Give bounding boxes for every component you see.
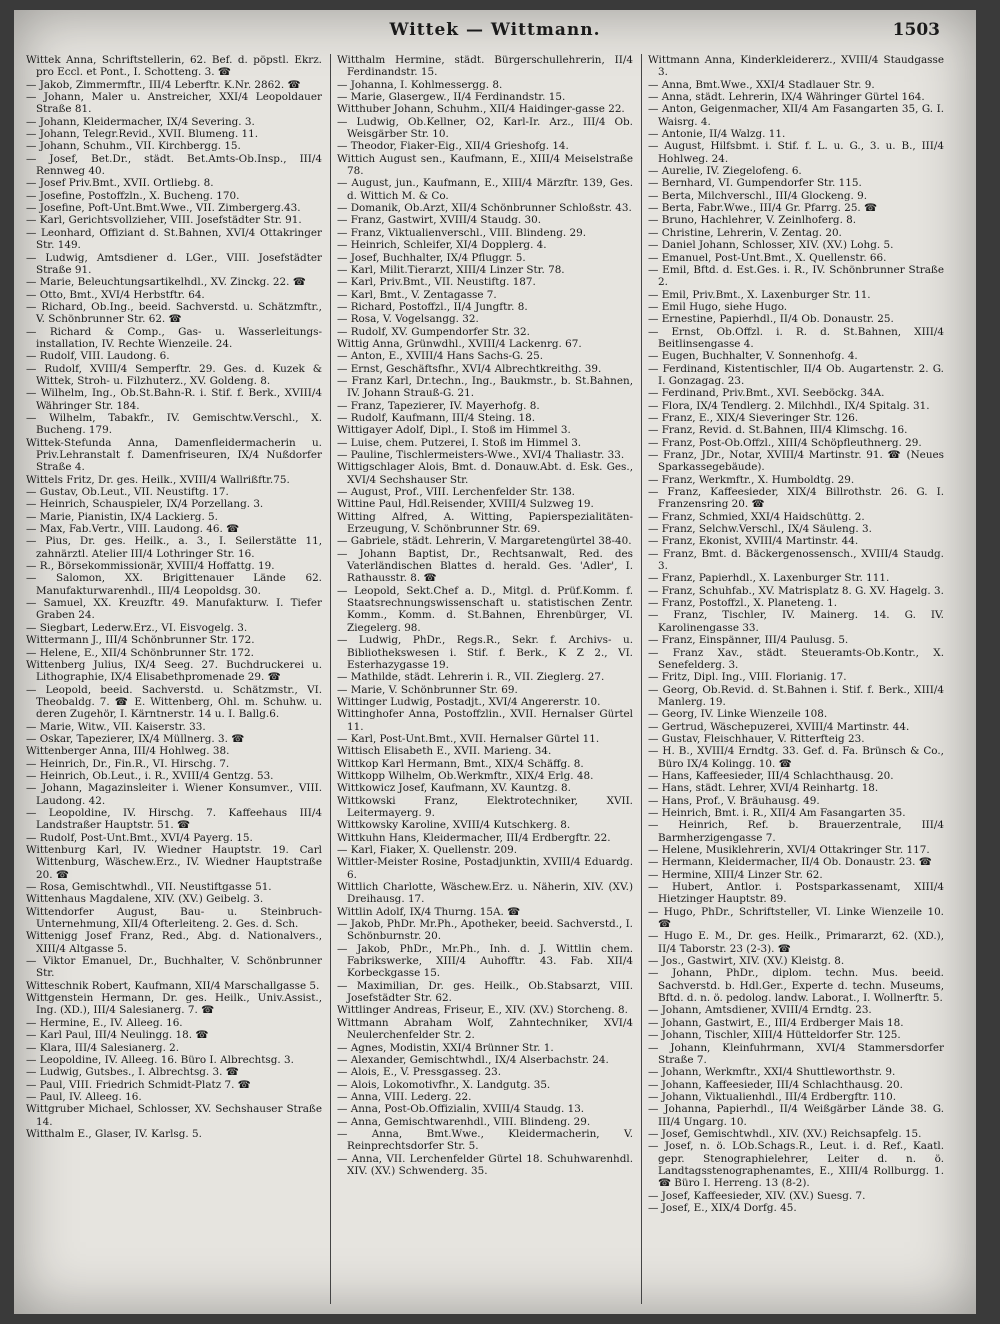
directory-entry: — H. B., XVIII/4 Erndtg. 33. Gef. d. Fa. Brünsch & Co., Büro IX/4 Kolingg. 10. ☎ [648,745,944,770]
directory-entry: — Pius, Dr. ges. Heilk., a. 3., I. Seilerstätte 11, zahnärztl. Atelier III/4 Lothringer Str. 16. [26,535,322,560]
directory-entry: — Franz, Papierhdl., X. Laxenburger Str. 111. [648,572,890,585]
directory-entry: — Johann Baptist, Dr., Rechtsanwalt, Red. des Vaterländischen Blattes d. herald. Ges. 'Adler', I. Rathausstr. 8. ☎ [337,547,633,585]
directory-entry: — Anna, Bmt.Wwe., Kleidermacherin, V. Reinprechtsdorfer Str. 5. [337,1127,633,1153]
directory-entry: — Theodor, Fiaker-Eig., XII/4 Grieshofg. 14. [337,140,569,153]
directory-entry: — Johann, Kleidermacher, IX/4 Severing. 3. [26,115,255,128]
directory-entry: Wittendorfer August, Bau- u. Steinbruch-Unternehmung, XII/4 Ofterleiteng. 2. Ges. d. Sch. [26,905,322,931]
directory-entry: Wittenigg Josef Franz, Red., Abg. d. Nationalvers., XIII/4 Altgasse 5. [26,930,322,955]
directory-entry: — Marie, Witw., VII. Kaiserstr. 33. [26,720,206,733]
directory-entry: — Karl, Post-Unt.Bmt., XVII. Hernalser Gürtel 11. [337,732,600,745]
directory-entry: — Franz, Einspänner, III/4 Paulusg. 5. [648,634,849,647]
columns [26,54,944,1304]
directory-entry: — Heinrich, Dr., Fin.R., VI. Hirschg. 7. [26,757,230,770]
directory-entry: — Anton, E., XVIII/4 Hans Sachs-G. 25. [337,350,544,363]
directory-entry: — Franz, Viktualienverschl., VIII. Blindeng. 29. [337,226,587,239]
directory-entry: — Johann, Viktualienhdl., III/4 Erdbergftr. 110. [648,1090,896,1103]
directory-entry: — Hans, Kaffeesieder, III/4 Schlachthausg. 20. [648,769,894,782]
directory-entry: — Hermine, E., IV. Alleeg. 16. [26,1016,183,1029]
directory-entry: — Karl, Gerichtsvollzieher, VIII. Josefstädter Str. 91. [26,214,302,227]
directory-entry: — Johanna, Papierhdl., II/4 Weißgärber Lände 38. G. III/4 Ungarg. 10. [648,1103,944,1128]
directory-entry: — Hans, städt. Lehrer, XVI/4 Reinhartg. 18. [648,782,879,795]
directory-entry: — Fritz, Dipl. Ing., VIII. Florianig. 17. [648,671,847,684]
directory-entry: — Emil Hugo, siehe Hugo. [648,300,788,313]
directory-entry: — Franz, Selchw.Verschl., IX/4 Säuleng. 3. [648,523,872,536]
directory-entry: — Hugo, PhDr., Schriftsteller, VI. Linke Wienzeile 10. ☎ [648,905,944,931]
directory-entry: Wittig Anna, Grünwdhl., XVIII/4 Lackenrg. 67. [337,337,582,350]
directory-entry: — Franz, Kaffeesieder, XIX/4 Billrothstr. 26. G. I. Franzensring 20. ☎ [648,486,944,511]
directory-entry: — Gustav, Fleischhauer, V. Ritterfteig 23. [648,732,865,745]
directory-entry: — Johann, Maler u. Anstreicher, XXI/4 Leopoldauer Straße 81. [26,91,322,116]
directory-entry: — Josef, E., XIX/4 Dorfg. 45. [648,1201,797,1214]
directory-entry: Wittenberger Anna, III/4 Hohlweg. 38. [26,745,230,758]
directory-entry: — Luise, chem. Putzerei, I. Stoß im Himmel 3. [337,436,582,449]
directory-entry: — Leopoldine, IV. Hirschg. 7. Kaffeehaus III/4 Landstraßer Hauptstr. 51. ☎ [26,806,322,832]
directory-entry: — Franz, Schmied, XXI/4 Haidschüttg. 2. [648,510,865,523]
directory-entry: — Marie, Glasergew., II/4 Ferdinandstr. 15. [337,91,566,104]
directory-entry: — Rudolf, Kaufmann, III/4 Steing. 18. [337,411,536,424]
directory-entry: — Franz, E., XIX/4 Sieveringer Str. 126. [648,411,859,424]
directory-entry: — Mathilde, städt. Lehrerin i. R., VII. Zieglerg. 27. [337,671,605,684]
directory-entry: — Hermine, XIII/4 Linzer Str. 62. [648,868,823,881]
column-3 [648,54,944,1304]
directory-entry: Wittkowski Franz, Elektrotechniker, XVII. Leitermayerg. 9. [337,794,633,819]
directory-entry: — Ernestine, Papierhdl., II/4 Ob. Donaustr. 25. [648,313,894,326]
directory-entry: — Gabriele, städt. Lehrerin, V. Margaretengürtel 38-40. [337,535,632,548]
directory-entry: — Josef, n. ö. LOb.Schags.R., Leut. i. d. Ref., Kaatl. gepr. Stenographielehrer, Leiter d. n. ö. Landtagsstenographenamtes, E., XIII/4 Rollburgg. 1. ☎ Büro I. Herreng. 13 (8-2). [648,1140,944,1190]
directory-entry: — Karl, Bmt., V. Zentagasse 7. [337,288,497,301]
directory-entry: — Ferdinand, Priv.Bmt., XVI. Seeböckg. 34A. [648,387,885,400]
directory-entry: — Ludwig, Amtsdiener d. LGer., VIII. Josefstädter Straße 91. [26,251,322,276]
directory-entry: — Emil, Priv.Bmt., X. Laxenburger Str. 11. [648,288,871,301]
directory-entry: Wittich August sen., Kaufmann, E., XIII/4 Meiselstraße 78. [337,152,633,178]
directory-entry: — Johann, Telegr.Revid., XVII. Blumeng. 11. [26,128,259,141]
directory-entry: — Emil, Bftd. d. Est.Ges. i. R., IV. Schönbrunner Straße 2. [648,263,944,289]
directory-entry: — August, Prof., VIII. Lerchenfelder Str. 138. [337,486,575,499]
directory-entry: — Maximilian, Dr. ges. Heilk., Ob.Stabsarzt, VIII. Josefstädter Str. 62. [337,979,633,1005]
directory-entry: — Emanuel, Post-Unt.Bmt., X. Quellenstr. 66. [648,251,887,264]
directory-entry: — Helene, Musiklehrerin, XVI/4 Ottakringer Str. 117. [648,844,930,856]
directory-entry: — Franz Xav., städt. Steueramts-Ob.Kontr., X. Senefelderg. 3. [648,646,944,671]
directory-entry: — Franz Karl, Dr.techn., Ing., Baukmstr., b. St.Bahnen, IV. Johann Strauß-G. 21. [337,374,633,400]
directory-entry: Wittkowicz Josef, Kaufmann, XV. Kauntzg. 8. [337,782,571,795]
directory-entry: — Pauline, Tischlermeisters-Wwe., XVI/4 Thaliastr. 33. [337,449,625,461]
directory-entry: — Josef, Buchhalter, IX/4 Pfluggr. 5. [337,251,526,264]
directory-entry: — Leonhard, Offiziant d. St.Bahnen, XVI/4 Ottakringer Str. 149. [26,226,322,252]
directory-entry: — Christine, Lehrerin, V. Zentag. 20. [648,226,842,239]
directory-entry: — Domanik, Ob.Arzt, XII/4 Schönbrunner Schloßstr. 43. [337,202,632,215]
directory-entry: — Rosa, V. Vogelsangg. 32. [337,313,479,326]
directory-entry: — Franz, JDr., Notar, XVIII/4 Martinstr. 91. ☎ (Neues Sparkassegebäude). [648,449,944,474]
directory-entry: — Ludwig, PhDr., Regs.R., Sekr. f. Archivs- u. Bibliothekswesen i. Stif. f. Berk., K Z 2., VI. Esterhazygasse 19. [337,634,633,671]
directory-entry: — Josef, Gemischtwhdl., XIV. (XV.) Reichsapfelg. 15. [648,1127,922,1140]
directory-entry: — Karl, Milit.Tierarzt, XIII/4 Linzer Str. 78. [337,263,565,276]
directory-entry: Wittkop Karl Hermann, Bmt., XIX/4 Schäffg. 8. [337,757,584,770]
directory-entry: Wittigayer Adolf, Dipl., I. Stoß im Himmel 3. [337,424,571,437]
directory-entry: — Rudolf, XVIII/4 Semperftr. 29. Ges. d. Kuzek & Wittek, Stroh- u. Filzhuterz., XV. Goldeng. 8. [26,362,322,387]
directory-entry: — Anton, Geigenmacher, XII/4 Am Fasangarten 35, G. I. Waisrg. 4. [648,103,944,128]
directory-entry: — Aurelie, IV. Ziegelofeng. 6. [648,165,802,178]
directory-entry: Witthalm Hermine, städt. Bürgerschullehrerin, II/4 Ferdinandstr. 15. [337,54,633,79]
directory-entry: — Josefine, Postoffzln., X. Bucheng. 170. [26,189,240,202]
directory-entry: — Anna, Gemischtwarenhdl., VIII. Blindeng. 29. [337,1115,591,1128]
directory-entry: — Max, Fab.Vertr., VIII. Laudong. 46. ☎ [26,523,240,536]
directory-entry: — Franz, Revid. d. St.Bahnen, III/4 Klimschg. 16. [648,424,908,437]
directory-entry: Wittek Anna, Schriftstellerin, 62. Bef. d. pöpstl. Ekrz. pro Eccl. et Pont., I. Schotteng. 3. ☎ [26,54,322,79]
directory-entry: Witthalm E., Glaser, IV. Karlsg. 5. [26,1127,202,1140]
directory-entry: — Berta, Milchverschl., III/4 Glockeng. 9. [648,189,868,202]
directory-entry: — Heinrich, Schauspieler, IX/4 Porzellang. 3. [26,498,264,511]
directory-entry: — Alexander, Gemischtwhdl., IX/4 Alserbachstr. 24. [337,1053,609,1066]
directory-entry: Wittkopp Wilhelm, Ob.Werkmftr., XIX/4 Erlg. 48. [337,769,594,782]
directory-entry: — Rosa, Gemischtwhdl., VII. Neustiftgasse 51. [26,881,272,894]
directory-entry: — Hubert, Antlor. i. Postsparkassenamt, XIII/4 Hietzinger Hauptstr. 89. [648,881,944,906]
directory-entry: — Richard, Postoffzl., II/4 Jungftr. 8. [337,300,528,313]
directory-entry: Wittenhaus Magdalene, XIV. (XV.) Geibelg. 3. [26,893,264,906]
directory-entry: — Johann, Schuhm., VII. Kirchbergg. 15. [26,140,241,153]
directory-entry: — Leopold, beeid. Sachverstd. u. Schätzmstr., VI. Theobaldg. 7. ☎ E. Wittenberg, Ohl. m. Schuhw. u. deren Zugehör, I. Kärntnerstr. 14 u. I. Ballg.6. [26,683,322,721]
directory-entry: — Josefine, Poft-Unt.Bmt.Wwe., VII. Zimbergerg.43. [26,202,301,215]
directory-entry: — Franz, Postoffzl., X. Planeteng. 1. [648,597,838,610]
directory-entry: Wittenberg Julius, IX/4 Seeg. 27. Buchdruckerei u. Lithographie, IX/4 Elisabethpromenade 29. ☎ [26,658,322,684]
directory-entry: — Johanna, I. Kohlmessergg. 8. [337,78,503,91]
directory-entry: — Johann, Gastwirt, E., III/4 Erdberger Mais 18. [648,1016,904,1029]
directory-entry: Wittler-Meister Rosine, Postadjunktin, XVIII/4 Eduardg. 6. [337,856,633,881]
column-1 [26,54,322,1304]
directory-entry: — Salomon, XX. Brigittenauer Lände 62. Manufakturwarenhdl., III/4 Leopoldsg. 30. [26,572,322,597]
directory-entry: — Agnes, Modistin, XXI/4 Brünner Str. 1. [337,1041,554,1054]
directory-entry: — Georg, Ob.Revid. d. St.Bahnen i. Stif. f. Berk., XIII/4 Manlerg. 19. [648,683,944,708]
directory-entry: — Gustav, Ob.Leut., VII. Neustiftg. 17. [26,486,229,499]
directory-entry: — Rudolf, VIII. Laudong. 6. [26,350,170,363]
directory-entry: Wittine Paul, Hdl.Reisender, XVIII/4 Sulzweg 19. [337,498,594,511]
directory-entry: — Jakob, PhDr. Mr.Ph., Apotheker, beeid. Sachverstd., I. Schönburnstr. 20. [337,918,633,943]
directory-entry: — Daniel Johann, Schlosser, XIV. (XV.) Lohg. 5. [648,239,894,252]
directory-entry: Wittkowsky Karoline, XVIII/4 Kutschkerg. 8. [337,819,571,832]
directory-entry: Wittek-Stefunda Anna, Damenfleidermacherin u. Priv.Lehranstalt f. Damenfriseuren, IX/4 Nußdorfer Straße 4. [26,436,322,474]
directory-entry: Wittinger Ludwig, Postadjt., XVI/4 Angererstr. 10. [337,695,601,708]
directory-page [14,10,976,1314]
directory-entry: — Johann, PhDr., diplom. techn. Mus. beeid. Sachverstd. b. Hdl.Ger., Experte d. techn. Museums, Bftd. d. n. ö. pedolog. landw. Laborat., I. Wollnerftr. 5. [648,967,944,1005]
directory-entry: — Franz, Tapezierer, IV. Mayerhofg. 8. [337,399,540,412]
directory-entry: — Karl, Fiaker, X. Quellenstr. 209. [337,844,518,856]
directory-entry: Witting Alfred, A. Witting, Papierspezialitäten-Erzeugung, V. Schönbrunner Str. 69. [337,510,633,536]
directory-entry: Wittinghofer Anna, Postoffzlin., XVII. Hernalser Gürtel 11. [337,708,633,733]
directory-entry: — Heinrich, Ob.Leut., i. R., XVIII/4 Gentzg. 53. [26,769,274,782]
directory-entry: — Flora, IX/4 Tendlerg. 2. Milchhdl., IX/4 Spitalg. 31. [648,399,930,412]
directory-entry: — Rudolf, Post-Unt.Bmt., XVI/4 Payerg. 15. [26,831,253,844]
directory-entry: — Bruno, Hachlehrer, V. Zeinlhoferg. 8. [648,214,857,227]
directory-entry: — Franz, Ekonist, XVIII/4 Martinstr. 44. [648,535,859,548]
directory-entry: — Alois, Lokomotivfhr., X. Landgutg. 35. [337,1078,551,1091]
directory-entry: — Ludwig, Gutsbes., I. Albrechtsg. 3. ☎ [26,1066,239,1079]
directory-entry: — Anna, Bmt.Wwe., XXI/4 Stadlauer Str. 9. [648,78,875,91]
directory-entry: — Hans, Prof., V. Bräuhausg. 49. [648,794,820,807]
directory-entry: — Jos., Gastwirt, XIV. (XV.) Kleistg. 8. [648,955,845,968]
directory-entry: — Johann, Werkmftr., XXI/4 Shuttleworthstr. 9. [648,1066,896,1079]
directory-entry: — Otto, Bmt., XVI/4 Herbstftr. 64. [26,288,205,301]
directory-entry: — Johann, Kleinfuhrmann, XVI/4 Stammersdorfer Straße 7. [648,1041,944,1066]
directory-entry: — Johann, Kaffeesieder, III/4 Schlachthausg. 20. [648,1078,903,1091]
directory-entry: Wittels Fritz, Dr. ges. Heilk., XVIII/4 Wallrißftr.75. [26,473,290,486]
directory-entry: Wittlich Charlotte, Wäschew.Erz. u. Näherin, XIV. (XV.) Dreihausg. 17. [337,881,633,906]
directory-entry: — Ernst, Ob.Offzl. i. R. d. St.Bahnen, XIII/4 Beitlinsengasse 4. [648,325,944,350]
directory-entry: — Samuel, XX. Kreuzftr. 49. Manufakturw. I. Tiefer Graben 24. [26,597,322,622]
directory-entry: — Franz, Bmt. d. Bäckergenossensch., XVIII/4 Staudg. 3. [648,547,944,573]
directory-entry: — Eugen, Buchhalter, V. Sonnenhofg. 4. [648,350,858,363]
column-divider [641,54,642,1304]
column-divider [330,54,331,1304]
directory-entry: — Heinrich, Bmt. i. R., XII/4 Am Fasangarten 35. [648,806,906,819]
directory-entry: — Ludwig, Ob.Kellner, O2, Karl-Ir. Arz., III/4 Ob. Weisgärber Str. 10. [337,115,633,141]
directory-entry: — Klara, III/4 Salesianerg. 2. [26,1041,180,1054]
directory-entry: — Paul, IV. Alleeg. 16. [26,1090,142,1103]
directory-entry: — Leopoldine, IV. Alleeg. 16. Büro I. Albrechtsg. 3. [26,1053,294,1066]
directory-entry: — Wilhelm, Ing., Ob.St.Bahn-R. i. Stif. f. Berk., XVIII/4 Währinger Str. 184. [26,387,322,412]
directory-entry: — Franz, Tischler, IV. Mainerg. 14. G. IV. Karolinengasse 33. [648,609,944,634]
directory-entry: — Marie, Beleuchtungsartikelhdl., XV. Zinckg. 22. ☎ [26,276,306,289]
directory-entry: — Anna, VIII. Lederg. 22. [337,1090,472,1103]
directory-entry: — Anna, städt. Lehrerin, IX/4 Währinger Gürtel 164. [648,91,925,104]
directory-entry: Witteschnik Robert, Kaufmann, XII/4 Marschallgasse 5. [26,979,320,992]
directory-entry: — Oskar, Tapezierer, IX/4 Müllnerg. 3. ☎ [26,732,245,745]
directory-entry: — Paul, VIII. Friedrich Schmidt-Platz 7. ☎ [26,1078,251,1091]
directory-entry: Wittmann Abraham Wolf, Zahntechniker, XVI/4 Neulerchenfelder Str. 2. [337,1016,633,1042]
directory-entry: — Josef, Bet.Dr., städt. Bet.Amts-Ob.Insp., III/4 Rennweg 40. [26,152,322,178]
directory-entry: — Wilhelm, Tabakfr., IV. Gemischtw.Verschl., X. Bucheng. 179. [26,411,322,437]
directory-entry: Wittermann J., III/4 Schönbrunner Str. 172. [26,634,255,647]
directory-entry: — Hermann, Kleidermacher, II/4 Ob. Donaustr. 23. ☎ [648,856,932,869]
column-2 [337,54,633,1304]
directory-entry: — Hugo E. M., Dr. ges. Heilk., Primararzt, 62. (XD.), II/4 Taborstr. 23 (2-3). ☎ [648,930,944,955]
directory-entry: — Gertrud, Wäschepuzerei, XVIII/4 Martinstr. 44. [648,720,910,733]
directory-entry: — Josef, Kaffeesieder, XIV. (XV.) Suesg. 7. [648,1189,866,1202]
directory-entry: — Jakob, PhDr., Mr.Ph., Inh. d. J. Wittlin chem. Fabrikswerke, XIII/4 Auhofftr. 43. Fab. XII/4 Korbeckgasse 15. [337,942,633,980]
directory-entry: — Alois, E., V. Pressgasseg. 23. [337,1066,502,1079]
directory-entry: — August, Hilfsbmt. i. Stif. f. L. u. G., 3. u. B., III/4 Hohlweg. 24. [648,140,944,165]
directory-entry: — Karl Paul, III/4 Neulingg. 18. ☎ [26,1029,209,1042]
directory-entry: Wittlin Adolf, IX/4 Thurng. 15A. ☎ [337,905,521,918]
directory-entry: — Josef Priv.Bmt., XVII. Ortliebg. 8. [26,177,214,190]
running-title: Wittek — Wittmann. [389,20,601,40]
directory-entry: — Jakob, Zimmermftr., III/4 Leberftr. K.Nr. 2862. ☎ [26,78,301,91]
directory-entry: — Georg, IV. Linke Wienzeile 108. [648,708,828,721]
directory-entry: — Richard, Ob.Ing., beeid. Sachverstd. u. Schätzmftr., V. Schönbrunner Str. 62. ☎ [26,300,322,326]
directory-entry: — Franz, Post-Ob.Offzl., XIII/4 Schöpfleuthnerg. 29. [648,436,922,449]
directory-entry: — Anna, Post-Ob.Offizialin, XVIII/4 Staudg. 13. [337,1103,585,1116]
directory-entry: — Johann, Tischler, XIII/4 Hütteldorfer Str. 125. [648,1029,901,1042]
directory-entry: Wittkuhn Hans, Kleidermacher, III/4 Erdbergftr. 22. [337,831,611,844]
directory-entry: — Franz, Schuhfab., XV. Matrisplatz 8. G. XV. Hagelg. 3. [648,584,944,597]
directory-entry: Wittigschlager Alois, Bmt. d. Donauw.Abt. d. Esk. Ges., XVI/4 Sechshauser Str. [337,461,633,486]
directory-entry: Wittisch Elisabeth E., XVII. Marieng. 34. [337,745,552,758]
directory-entry: Wittgenstein Hermann, Dr. ges. Heilk., Univ.Assist., Ing. (XD.), III/4 Salesianerg. 7. ☎ [26,992,322,1017]
directory-entry: — Leopold, Sekt.Chef a. D., Mitgl. d. Prüf.Komm. f. Staatsrechnungswissenschaft u. statistischen Zentr. Komm., Komm. d. St.Bahnen, Ehrenbürger, VI. Ziegelerg. 98. [337,584,633,634]
directory-entry: — Antonie, II/4 Walzg. 11. [648,128,786,141]
directory-entry: — Marie, Pianistin, IX/4 Lackierg. 5. [26,510,218,523]
directory-entry: — Berta, Fabr.Wwe., III/4 Gr. Pfarrg. 25. ☎ [648,202,877,215]
directory-entry: — Viktor Emanuel, Dr., Buchhalter, V. Schönbrunner Str. [26,955,322,980]
directory-entry: — Richard & Comp., Gas- u. Wasserleitungs-installation, IV. Rechte Wienzeile. 24. [26,325,322,350]
directory-entry: Wittlinger Andreas, Friseur, E., XIV. (XV.) Storcheng. 8. [337,1004,628,1017]
directory-entry: — R., Börsekommissionär, XVIII/4 Hoffattg. 19. [26,560,275,573]
directory-entry: — Anna, VII. Lerchenfelder Gürtel 18. Schuhwarenhdl. XIV. (XV.) Schwenderg. 35. [337,1152,633,1177]
directory-entry: — Karl, Priv.Bmt., VII. Neustiftg. 187. [337,276,536,289]
page-header [14,20,976,46]
page-number: 1503 [892,20,940,40]
directory-entry: — Rudolf, XV. Gumpendorfer Str. 32. [337,325,530,338]
directory-entry: — Franz, Gastwirt, XVIII/4 Staudg. 30. [337,214,542,227]
directory-entry: — Ferdinand, Kistentischler, II/4 Ob. Augartenstr. 2. G. I. Gonzagag. 23. [648,362,944,387]
directory-entry: Wittmann Anna, Kinderkleidererz., XVIII/4 Staudgasse 3. [648,54,944,79]
directory-entry: — Heinrich, Ref. b. Brauerzentrale, III/4 Barmherzigengasse 7. [648,819,944,844]
directory-entry: — Franz, Werkmftr., X. Humboldtg. 29. [648,473,855,486]
directory-entry: Witthuber Johann, Schuhm., XII/4 Haidinger-gasse 22. [337,103,625,116]
directory-entry: — Johann, Magazinsleiter i. Wiener Konsumver., VIII. Laudong. 42. [26,782,322,807]
directory-entry: — August, jun., Kaufmann, E., XIII/4 Märzftr. 139, Ges. d. Wittich M. & Co. [337,177,633,202]
directory-entry: — Bernhard, VI. Gumpendorfer Str. 115. [648,177,862,190]
directory-entry: — Ernst, Geschäftsfhr., XVI/4 Albrechtkreithg. 39. [337,362,602,375]
directory-entry: — Helene, E., XII/4 Schönbrunner Str. 172. [26,646,254,659]
directory-entry: Wittenburg Karl, IV. Wiedner Hauptstr. 19. Carl Wittenburg, Wäschew.Erz., IV. Wiedner Hauptstraße 20. ☎ [26,844,322,881]
directory-entry: Wittgruber Michael, Schlosser, XV. Sechshauser Straße 14. [26,1103,322,1128]
directory-entry: — Marie, V. Schönbrunner Str. 69. [337,683,518,696]
directory-entry: — Siegbart, Lederw.Erz., VI. Eisvogelg. 3. [26,621,248,634]
directory-entry: — Heinrich, Schleifer, XI/4 Dopplerg. 4. [337,239,547,252]
directory-entry: — Johann, Amtsdiener, XVIII/4 Erndtg. 23. [648,1004,872,1017]
